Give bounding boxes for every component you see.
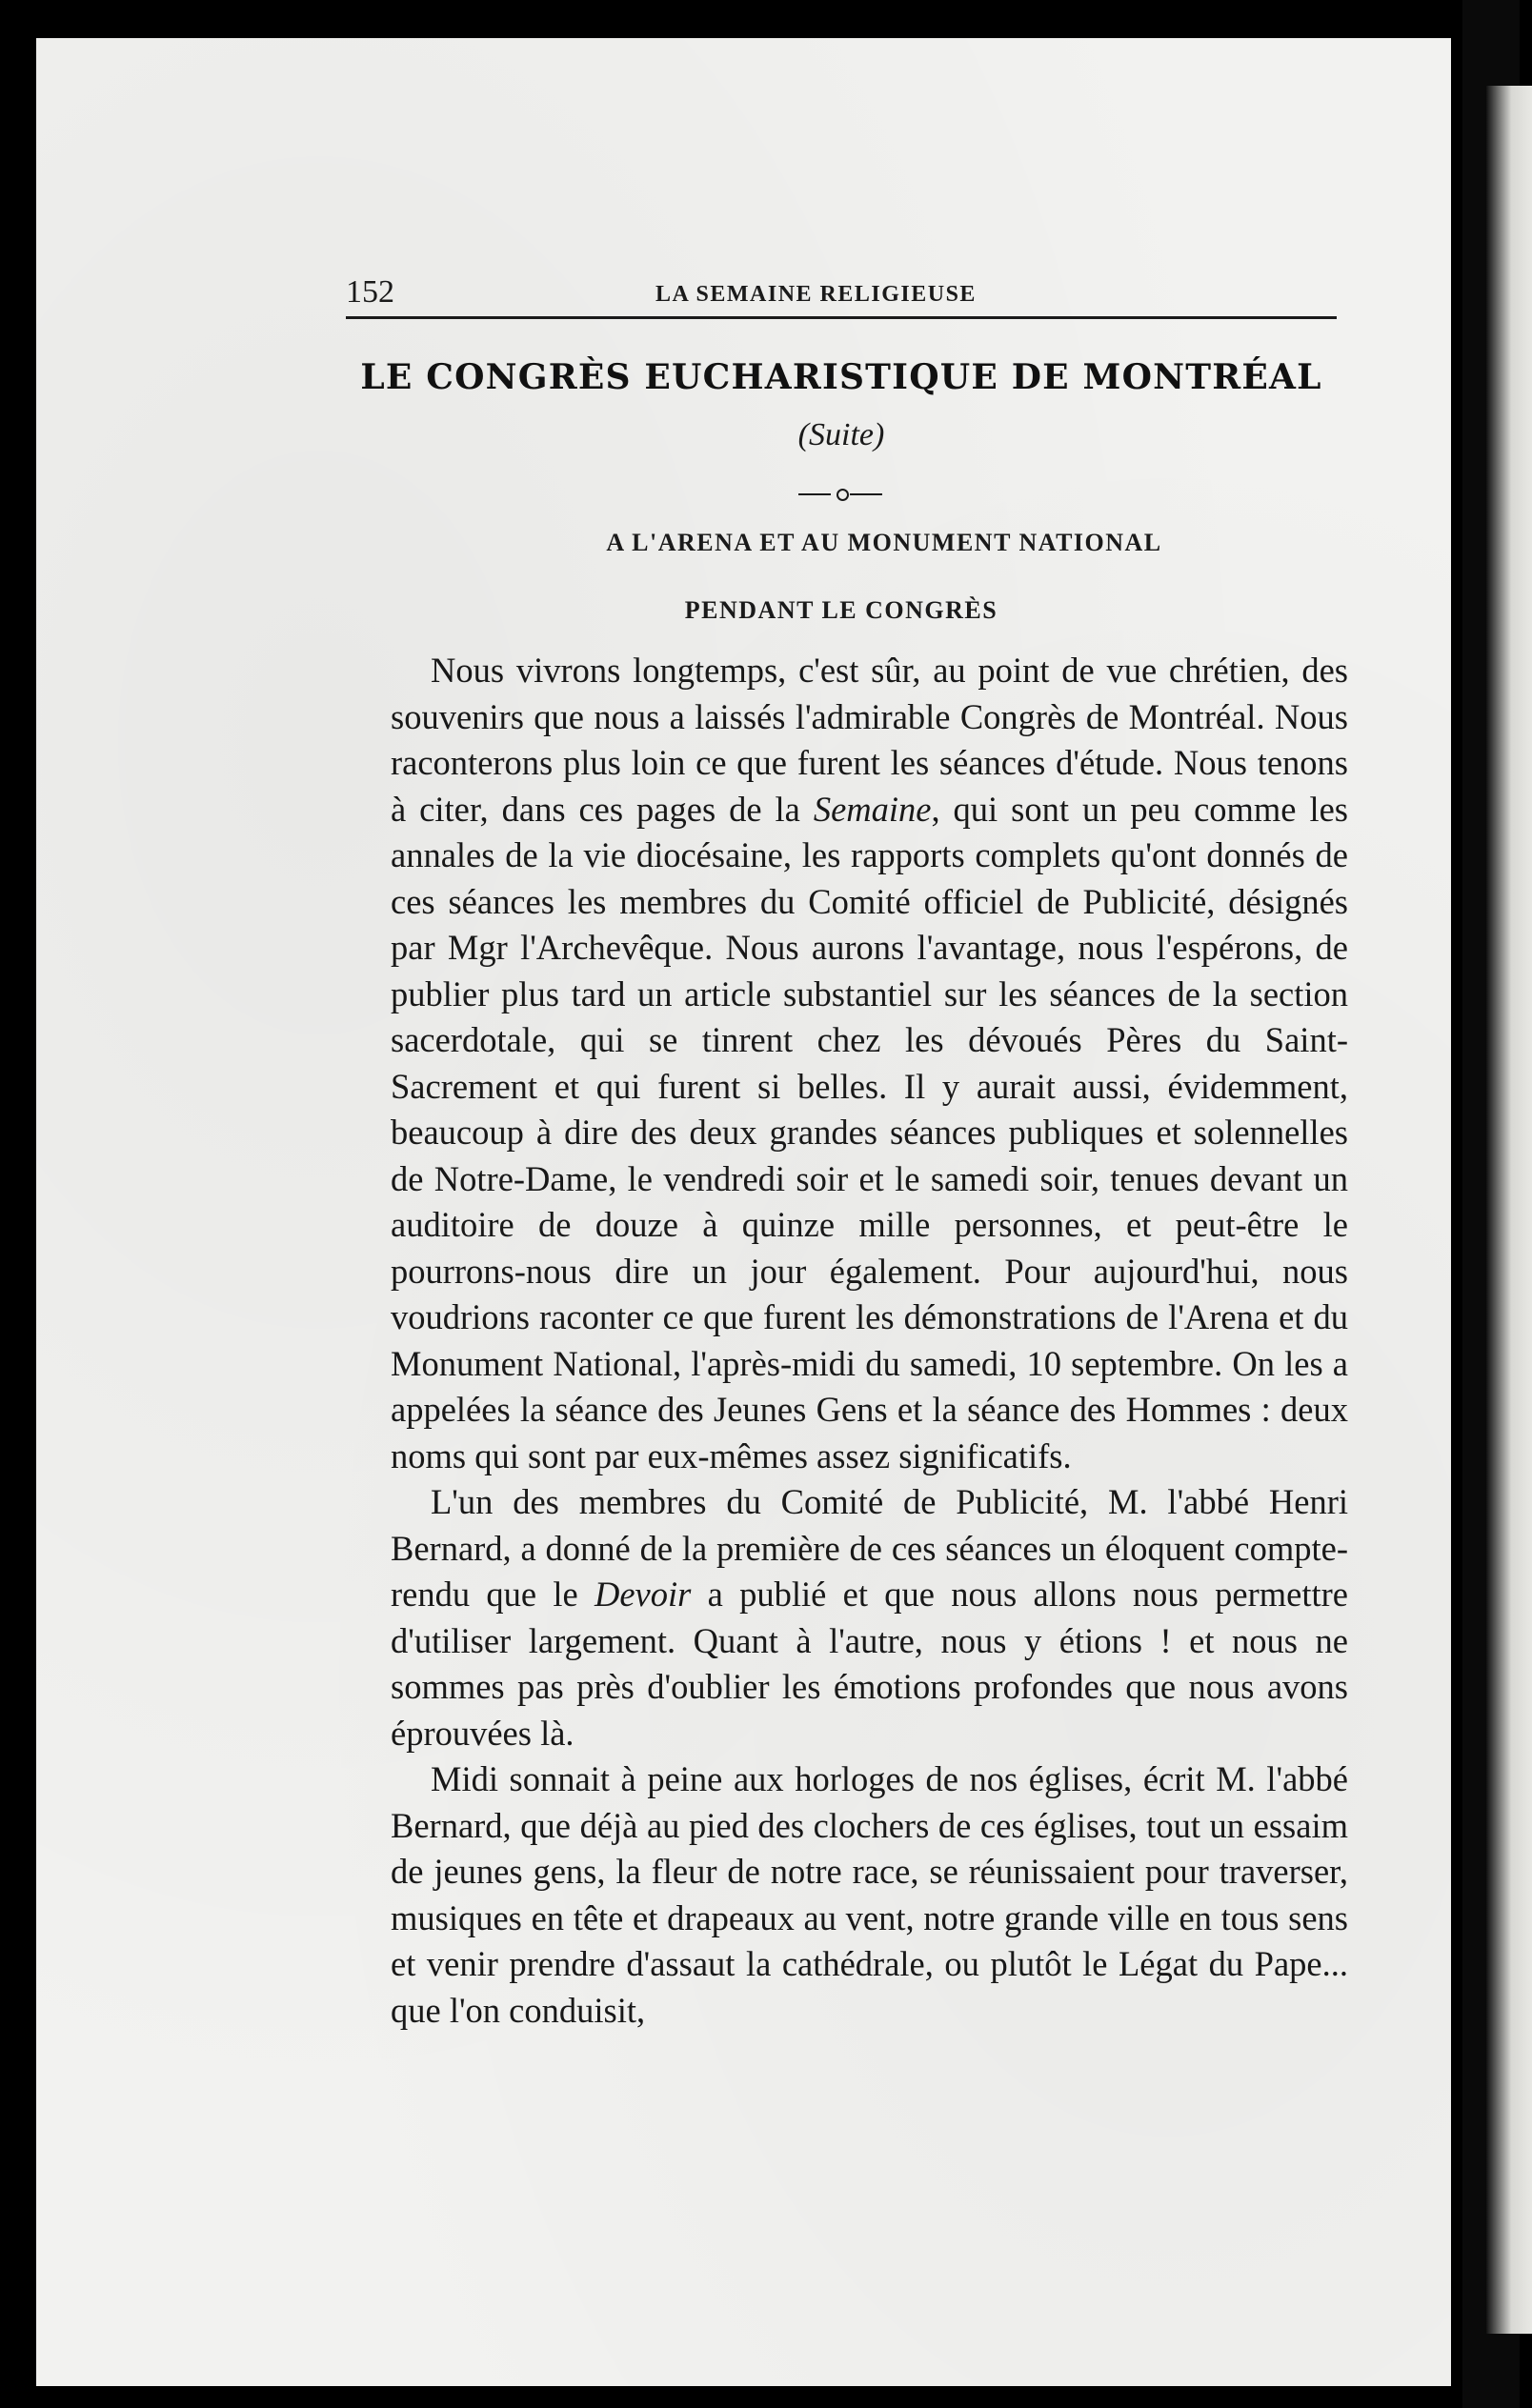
ornament-line-left [798, 493, 831, 495]
paragraph-2-emphasis: Devoir [595, 1575, 692, 1614]
ornament-divider [798, 484, 884, 503]
facing-page-edge [1486, 86, 1532, 2334]
paragraph-1-text-a: Nous vivrons longtemps, c'est sûr, au point de vue chrétien, des souvenirs que nous a laissés l'admirable Congrès de Montréal. Nous raconterons plus loin ce que furent les séances d'étude. Nous tenons à citer, dans ces pages de la [391, 651, 1348, 829]
book-page [36, 38, 1451, 2386]
paragraph-3 [391, 1756, 1348, 2034]
ornament-circle [837, 489, 849, 501]
section-heading-1: A L'ARENA ET AU MONUMENT NATIONAL [606, 529, 1162, 556]
article-body [391, 648, 1348, 2034]
article-title: LE CONGRÈS EUCHARISTIQUE DE MONTRÉAL [360, 357, 1322, 397]
ornament-line-right [850, 493, 882, 495]
page-header [346, 267, 1337, 319]
paragraph-2-text-b: a publié et que nous allons nous permettre d'utiliser largement. Quant à l'autre, nous y étions ! et nous ne sommes pas près d'oublier les émotions profondes que nous avons éprouvées là. [391, 1575, 1349, 1753]
article-subtitle: (Suite) [797, 417, 885, 452]
page-number: 152 [346, 274, 394, 310]
paragraph-2 [391, 1479, 1348, 1756]
section-heading-2: PENDANT LE CONGRÈS [684, 596, 998, 624]
paragraph-1 [391, 648, 1348, 1479]
running-head: LA SEMAINE RELIGIEUSE [655, 282, 977, 307]
paragraph-2-text-a: L'un des membres du Comité de Publicité, M. l'abbé Henri Bernard, a donné de la première de ces séances un éloquent compte-rendu que le [391, 1482, 1348, 1614]
paragraph-1-emphasis: Semaine [813, 789, 932, 829]
paragraph-1-text-b: , qui sont un peu comme les annales de la vie diocésaine, les rapports complets qu'ont donnés de ces séances les membres du Comité officiel de Publicité, désignés par Mgr l'Archevêque. Nous aurons l'avantage, nous l'espérons, de publier plus tard un article substantiel sur les séances de la section sacerdotale, qui se tinrent chez les dévoués Pères du Saint-Sacrement et qui furent si belles. Il y aurait aussi, évidemment, beaucoup à dire des deux grandes séances publiques et solennelles de Notre-Dame, le vendredi soir et le samedi soir, tenues devant un auditoire de douze à quinze mille personnes, et peut-être le pourrons-nous dire un jour également. Pour aujourd'hui, nous voudrions raconter ce que furent les démonstrations de l'Arena et du Monument National, l'après-midi du samedi, 10 septembre. On les a appelées la séance des Jeunes Gens et la séance des Hommes : deux noms qui sont par eux-mêmes assez significatifs. [391, 789, 1348, 1475]
paragraph-3-text: Midi sonnait à peine aux horloges de nos églises, écrit M. l'abbé Bernard, que déjà au pied des clochers de ces églises, tout un essaim de jeunes gens, la fleur de notre race, se réunissaient pour traverser, musiques en tête et drapeaux au vent, notre grande ville en tous sens et venir prendre d'assaut la cathédrale, ou plutôt le Légat du Pape... que l'on conduisit, [391, 1759, 1348, 2030]
